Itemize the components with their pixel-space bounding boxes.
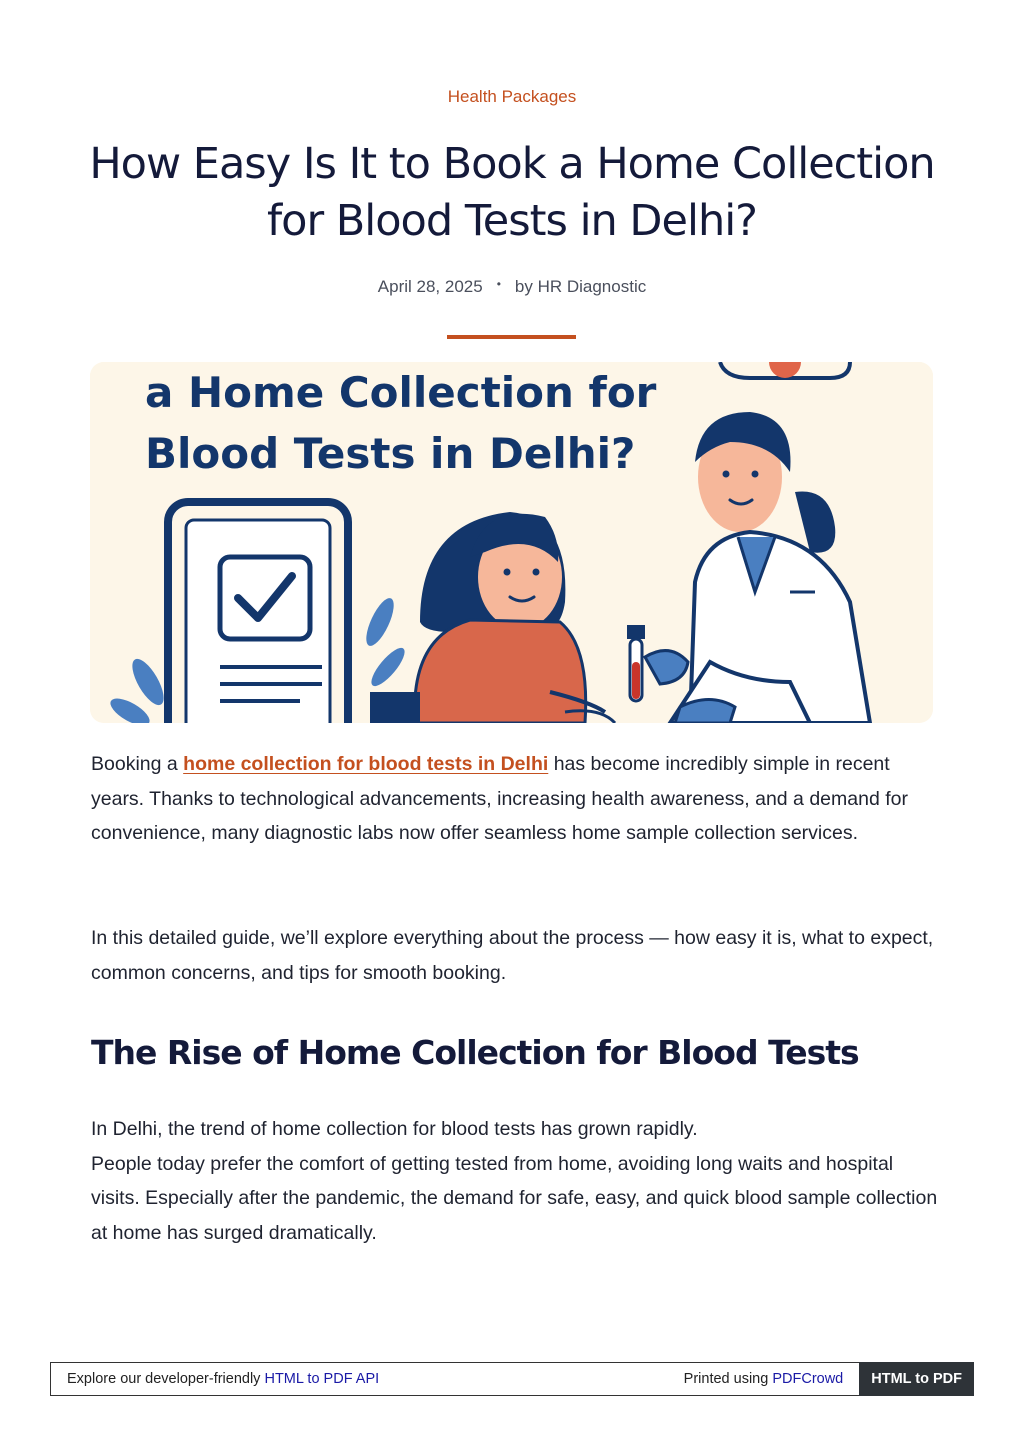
- author-byline[interactable]: by HR Diagnostic: [514, 277, 647, 296]
- footer-right: [684, 1371, 860, 1387]
- intro-text-end: has become incredibly simple in recent years. Thanks to technological advancements, increasing health awareness, and a demand for convenience, many diagnostic labs now offer seamless home sample collection services.: [91, 753, 908, 844]
- footer-left: [51, 1371, 684, 1387]
- rise-paragraph: [91, 1112, 941, 1250]
- html-to-pdf-badge[interactable]: HTML to PDF: [859, 1362, 974, 1396]
- html-to-pdf-api-link[interactable]: HTML to PDF API: [264, 1371, 380, 1387]
- article-title: How Easy Is It to Book a Home Collection for Blood Tests in Delhi?: [89, 139, 935, 246]
- rise-line2: People today prefer the comfort of getting tested from home, avoiding long waits and hospital visits. Especially after the pandemic, the demand for safe, easy, and quick blood sample collection at home has surged dramatically.: [91, 1152, 938, 1244]
- pdfcrowd-link[interactable]: PDFCrowd: [772, 1371, 844, 1387]
- title-divider: [447, 335, 576, 339]
- pdf-footer-bar: [50, 1362, 974, 1396]
- hero-image: [90, 362, 933, 723]
- footer-left-text: Explore our developer-friendly: [67, 1371, 265, 1387]
- category-label[interactable]: Health Packages: [447, 87, 577, 106]
- article-meta: [0, 277, 1024, 297]
- home-collection-link[interactable]: home collection for blood tests in Delhi: [183, 753, 549, 775]
- intro-text-start: Booking a: [91, 753, 184, 775]
- publish-date: April 28, 2025: [377, 277, 483, 296]
- hero-headline-line1: a Home Collection for: [145, 368, 657, 417]
- meta-separator: •: [496, 277, 501, 291]
- section-heading: The Rise of Home Collection for Blood Tests: [91, 1033, 859, 1072]
- phone-illustration: [168, 502, 348, 723]
- intro-paragraph: [91, 747, 941, 851]
- hero-headline-line2: Blood Tests in Delhi?: [145, 429, 636, 478]
- footer-right-text: Printed using: [683, 1371, 773, 1387]
- rise-line1: In Delhi, the trend of home collection for blood tests has grown rapidly.: [91, 1118, 698, 1140]
- guide-paragraph: In this detailed guide, we’ll explore everything about the process — how easy it is, what to expect, common concerns, and tips for smooth booking.: [91, 927, 934, 984]
- test-tube-icon: [627, 625, 645, 701]
